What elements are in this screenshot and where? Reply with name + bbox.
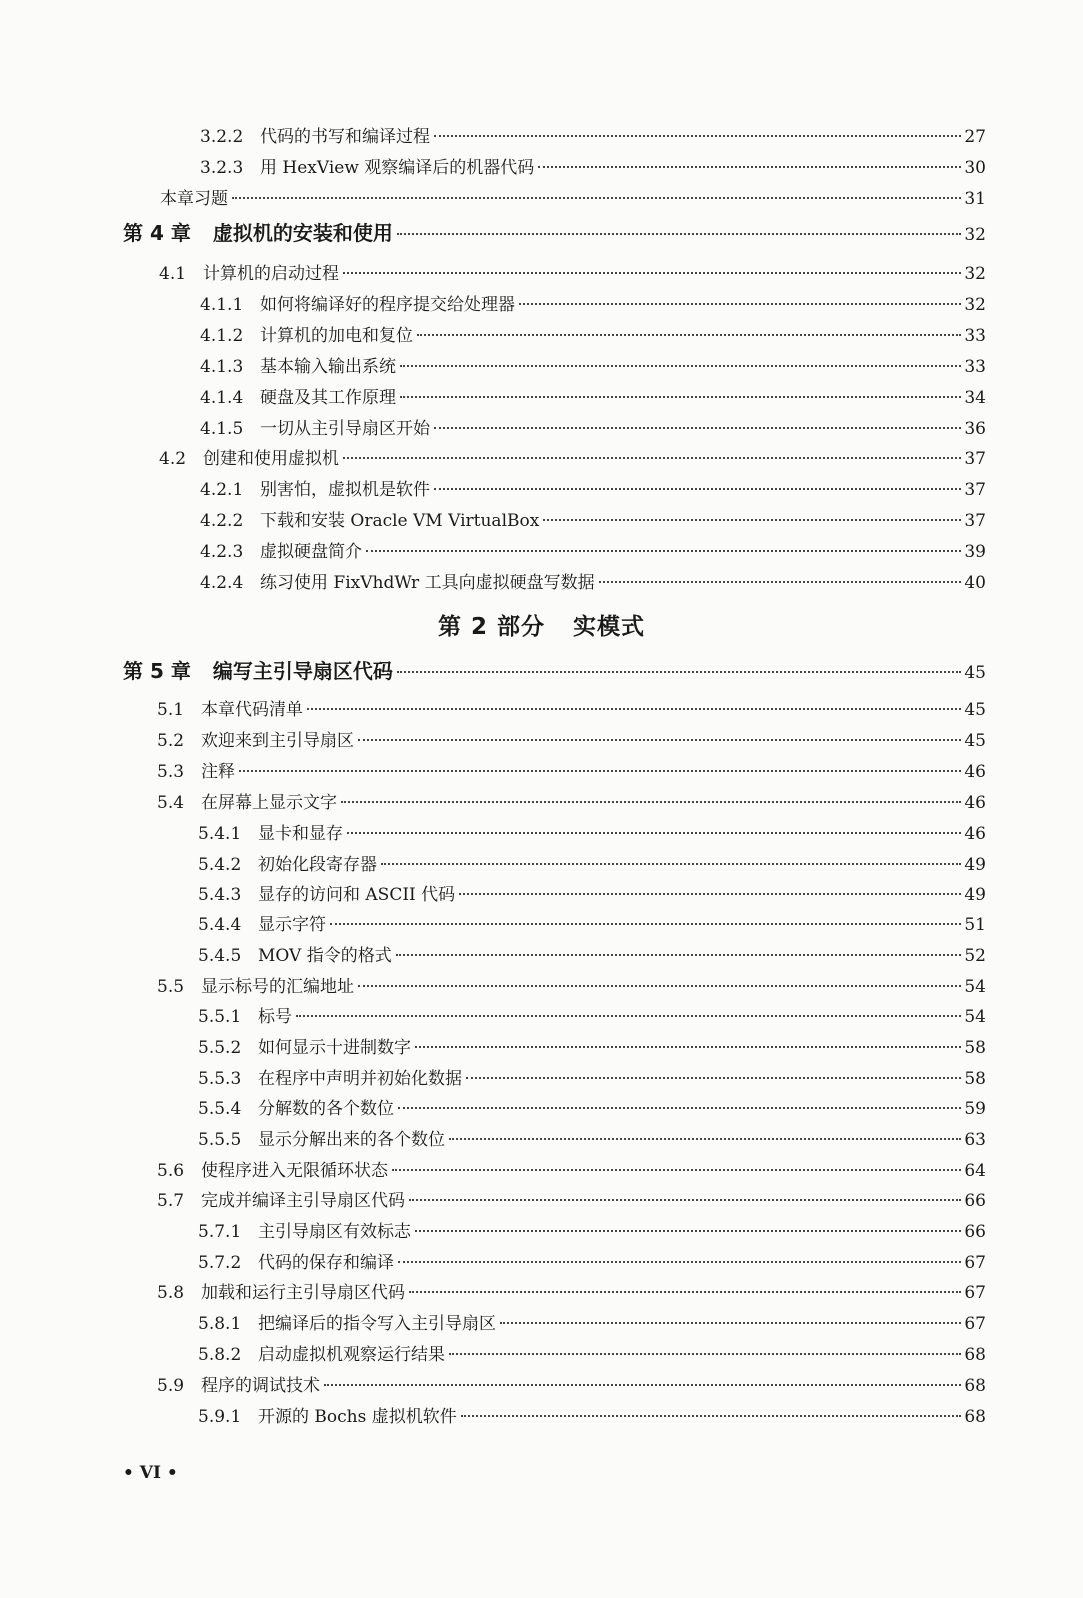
toc-entry-page: 32 [964,225,986,245]
toc-entry [157,730,986,752]
toc-entry-number: 5.8.1 [198,1314,242,1334]
toc-entry-page: 46 [964,824,986,844]
part-heading [0,608,1083,641]
toc-entry-title: 显示标号的汇编地址 [201,977,354,997]
toc-entry [159,263,986,285]
toc-entry [198,854,986,876]
toc-entry-title: 显示字符 [258,915,326,935]
dot-leader [396,950,962,956]
part-title: 实模式 [573,614,646,640]
toc-entry [200,294,986,316]
toc-entry-page: 67 [964,1314,986,1334]
toc-entry-number: 第 5 章 [123,659,191,683]
toc-entry-title: 别害怕，虚拟机是软件 [260,480,430,500]
toc-entry [157,761,986,783]
toc-entry-page: 46 [964,762,986,782]
dot-leader [381,859,961,865]
toc-entry-title: 编写主引导扇区代码 [212,659,393,683]
toc-entry [157,792,986,814]
dot-leader [543,515,961,521]
toc-entry-title: 本章代码清单 [201,700,303,720]
toc-entry-title: 如何将编译好的程序提交给处理器 [260,295,515,315]
dot-leader [239,766,961,772]
toc-entry [198,1068,986,1090]
dot-leader [500,1318,961,1324]
toc-entry [198,1221,986,1243]
toc-entry-title: 显卡和显存 [258,824,343,844]
toc-entry-number: 5.5.2 [198,1038,242,1058]
dot-leader [461,1411,962,1417]
toc-entry-title: 使程序进入无限循环状态 [201,1161,388,1181]
toc-entry [200,418,986,440]
toc-entry [198,1406,986,1428]
toc-entry-title: 硬盘及其工作原理 [260,388,396,408]
toc-entry [157,976,986,998]
toc-entry-title: 练习使用 FixVhdWr 工具向虚拟硬盘写数据 [260,573,595,593]
dot-leader [343,268,961,274]
toc-entry-number: 5.4.2 [198,855,242,875]
toc-entry-number: 5.5.3 [198,1069,242,1089]
dot-leader [599,577,962,583]
toc-entry [200,510,986,532]
toc-entry-page: 32 [964,264,986,284]
toc-entry-number: 4.1.5 [200,419,244,439]
toc-entry-title: 欢迎来到主引导扇区 [201,731,354,751]
toc-entry-title: 代码的保存和编译 [258,1253,394,1273]
toc-entry-page: 39 [964,542,986,562]
toc-entry-title: 本章习题 [160,189,228,209]
toc-entry-title: 一切从主引导扇区开始 [260,419,430,439]
toc-entry [200,126,986,148]
toc-entry-page: 58 [964,1069,986,1089]
toc-entry-page: 45 [964,663,986,683]
dot-leader [232,193,961,199]
toc-entry-page: 46 [964,793,986,813]
toc-entry-page: 32 [964,295,986,315]
toc-entry [198,1037,986,1059]
toc-entry-page: 63 [964,1130,986,1150]
dot-leader [330,919,961,925]
toc-entry-number: 5.4.1 [198,824,242,844]
toc-entry-page: 68 [964,1345,986,1365]
toc-entry [159,448,986,470]
toc-entry-number: 5.5.4 [198,1099,242,1119]
toc-entry-page: 66 [964,1222,986,1242]
toc-entry-page: 45 [964,731,986,751]
dot-leader [397,667,962,673]
dot-leader [347,828,961,834]
toc-entry-title: 计算机的启动过程 [203,264,339,284]
toc-entry-number: 5.6 [157,1161,185,1181]
toc-entry-number: 4.2.2 [200,511,244,531]
dot-leader [459,889,961,895]
dot-leader [400,392,961,398]
toc-entry-number: 4.1.4 [200,388,244,408]
toc-entry [157,1160,986,1182]
toc-entry-number: 5.2 [157,731,185,751]
toc-entry [157,1190,986,1212]
toc-entry-number: 3.2.2 [200,127,244,147]
dot-leader [343,453,961,459]
toc-entry-number: 4.1.2 [200,326,244,346]
dot-leader [409,1287,961,1293]
dot-leader [358,735,961,741]
toc-entry-title: 计算机的加电和复位 [260,326,413,346]
toc-entry-number: 4.2.3 [200,542,244,562]
toc-entry-title: 启动虚拟机观察运行结果 [258,1345,445,1365]
toc-entry-title: 在程序中声明并初始化数据 [258,1069,462,1089]
toc-entry-page: 37 [964,511,986,531]
toc-entry-number: 4.2 [159,449,187,469]
toc-entry-page: 33 [964,326,986,346]
toc-entry-number: 5.8.2 [198,1345,242,1365]
dot-leader [415,1042,961,1048]
dot-leader [341,797,961,803]
toc-entry-title: 注释 [201,762,235,782]
toc-entry [200,479,986,501]
dot-leader [392,1165,961,1171]
toc-entry-title: 在屏幕上显示文字 [201,793,337,813]
toc-entry-page: 64 [964,1161,986,1181]
dot-leader [519,299,961,305]
toc-entry-title: 基本输入输出系统 [260,357,396,377]
dot-leader [398,1103,961,1109]
dot-leader [358,981,961,987]
toc-entry-page: 67 [964,1283,986,1303]
toc-entry-page: 33 [964,357,986,377]
toc-entry [160,188,986,210]
toc-entry-title: 下载和安装 Oracle VM VirtualBox [260,511,540,531]
dot-leader [409,1195,961,1201]
toc-entry-title: 显示分解出来的各个数位 [258,1130,445,1150]
toc-entry-number: 5.4 [157,793,185,813]
toc-entry [198,884,986,906]
toc-entry-title: 主引导扇区有效标志 [258,1222,411,1242]
toc-entry [198,1344,986,1366]
toc-entry-page: 51 [964,915,986,935]
toc-entry-title: 用 HexView 观察编译后的机器代码 [260,158,535,178]
toc-entry-page: 67 [964,1253,986,1273]
toc-entry [157,1375,986,1397]
dot-leader [400,361,961,367]
toc-entry-number: 4.1.1 [200,295,244,315]
toc-entry-page: 31 [964,189,986,209]
toc-entry-page: 52 [964,946,986,966]
toc-entry [200,387,986,409]
toc-entry [123,660,986,684]
toc-entry-title: 显存的访问和 ASCII 代码 [258,885,456,905]
toc-entry-title: 把编译后的指令写入主引导扇区 [258,1314,496,1334]
toc-entry [198,914,986,936]
toc-entry-page: 58 [964,1038,986,1058]
toc-entry [200,572,986,594]
toc-entry [198,823,986,845]
toc-entry-title: 完成并编译主引导扇区代码 [201,1191,405,1211]
dot-leader [366,546,961,552]
page-folio: • VI • [123,1463,178,1483]
toc-entry-title: 虚拟机的安装和使用 [212,221,393,245]
toc-entry-page: 59 [964,1099,986,1119]
toc-entry-title: 标号 [258,1007,292,1027]
toc-entry-number: 5.9 [157,1376,185,1396]
toc-entry-number: 5.4.5 [198,946,242,966]
dot-leader [296,1011,961,1017]
toc-entry-page: 45 [964,700,986,720]
toc-entry-page: 34 [964,388,986,408]
toc-entry [123,222,986,246]
toc-entry-page: 40 [964,573,986,593]
toc-entry [200,157,986,179]
toc-entry-title: 代码的书写和编译过程 [260,127,430,147]
dot-leader [398,1257,961,1263]
toc-entry-page: 49 [964,885,986,905]
toc-entry [157,1282,986,1304]
toc-entry-number: 第 4 章 [123,221,191,245]
toc-entry-title: 创建和使用虚拟机 [203,449,339,469]
toc-entry-title: 加载和运行主引导扇区代码 [201,1283,405,1303]
toc-entry-page: 37 [964,449,986,469]
toc-entry-number: 5.8 [157,1283,185,1303]
toc-entry [198,1313,986,1335]
toc-entry-title: MOV 指令的格式 [258,946,392,966]
toc-entry-number: 4.1.3 [200,357,244,377]
toc-entry-number: 4.2.1 [200,480,244,500]
toc-entry [200,541,986,563]
dot-leader [415,1226,961,1232]
toc-entry-number: 5.5.5 [198,1130,242,1150]
dot-leader [538,162,961,168]
toc-entry-title: 如何显示十进制数字 [258,1038,411,1058]
toc-entry-number: 5.5 [157,977,185,997]
toc-entry [198,1129,986,1151]
dot-leader [449,1349,961,1355]
dot-leader [307,704,961,710]
dot-leader [449,1134,961,1140]
toc-entry-number: 5.4.4 [198,915,242,935]
toc-entry-title: 虚拟硬盘简介 [260,542,362,562]
toc-entry [198,1006,986,1028]
toc-entry-page: 30 [964,158,986,178]
toc-entry-title: 开源的 Bochs 虚拟机软件 [258,1407,457,1427]
toc-entry [198,945,986,967]
toc-entry-number: 5.7.1 [198,1222,242,1242]
toc-entry [157,699,986,721]
toc-entry-page: 49 [964,855,986,875]
toc-entry-page: 27 [964,127,986,147]
dot-leader [434,484,961,490]
toc-entry-number: 5.1 [157,700,185,720]
toc-entry-page: 54 [964,1007,986,1027]
dot-leader [434,131,961,137]
toc-entry-title: 程序的调试技术 [201,1376,320,1396]
toc-entry-number: 5.9.1 [198,1407,242,1427]
dot-leader [324,1380,961,1386]
toc-entry-number: 5.4.3 [198,885,242,905]
toc-entry-number: 4.2.4 [200,573,244,593]
toc-entry-number: 5.3 [157,762,185,782]
toc-entry-page: 66 [964,1191,986,1211]
toc-entry [198,1098,986,1120]
dot-leader [434,423,961,429]
dot-leader [417,330,961,336]
toc-entry-page: 36 [964,419,986,439]
toc-entry [200,325,986,347]
toc-entry-page: 37 [964,480,986,500]
toc-entry-page: 54 [964,977,986,997]
toc-entry-title: 初始化段寄存器 [258,855,377,875]
toc-entry-number: 3.2.3 [200,158,244,178]
toc-entry-number: 5.5.1 [198,1007,242,1027]
toc-entry-page: 68 [964,1376,986,1396]
part-label: 第 2 部分 [437,614,546,640]
dot-leader [397,229,962,235]
toc-entry-number: 5.7 [157,1191,185,1211]
toc-entry [200,356,986,378]
dot-leader [466,1073,961,1079]
toc-entry-number: 4.1 [159,264,187,284]
toc-entry-title: 分解数的各个数位 [258,1099,394,1119]
toc-entry-page: 68 [964,1407,986,1427]
toc-entry [198,1252,986,1274]
toc-entry-number: 5.7.2 [198,1253,242,1273]
